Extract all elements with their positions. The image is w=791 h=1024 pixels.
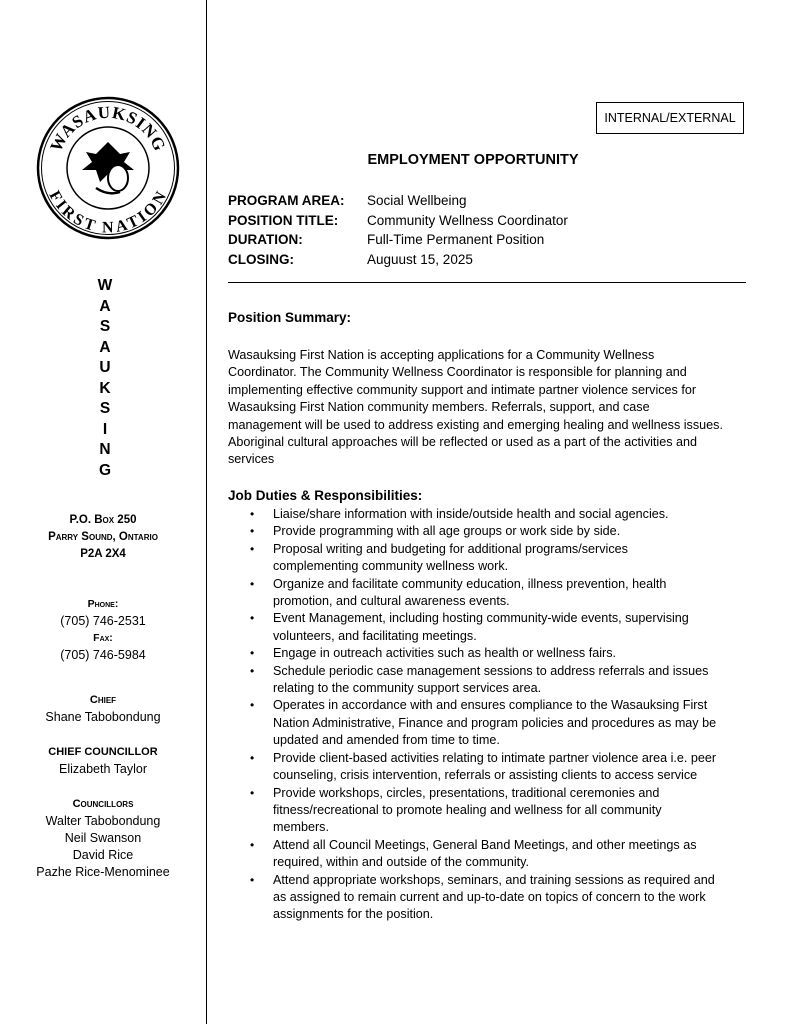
section-divider [228, 282, 746, 283]
meta-label: POSITION TITLE: [228, 212, 339, 228]
wasauksing-seal-logo [36, 96, 180, 240]
duty-item [228, 785, 748, 837]
bullet-icon: • [250, 837, 255, 852]
duty-line: relating to the community support services area. [273, 681, 542, 696]
vertical-letter: W [97, 277, 113, 294]
chief-name: Shane Tabobondung [45, 710, 161, 724]
summary-line: Wasauksing First Nation is accepting applications for a Community Wellness [228, 348, 655, 362]
bullet-icon: • [250, 785, 255, 800]
duty-item [228, 663, 748, 698]
logo-bottom-text: FIRST NATION [45, 188, 171, 237]
job-duties-heading: Job Duties & Responsibilities: [228, 488, 423, 503]
address-line: P2A 2X4 [80, 548, 126, 560]
vertical-letter: K [99, 379, 111, 397]
job-duties-list [228, 506, 748, 924]
meta-label: CLOSING: [228, 251, 294, 267]
chief-councillor-name: Elizabeth Taylor [58, 762, 147, 776]
bullet-icon: • [250, 541, 255, 556]
councillor-name: Pazhe Rice-Menominee [36, 865, 170, 879]
duty-line: Attend appropriate workshops, seminars, and training sessions as required and [273, 872, 715, 887]
duty-line: Provide workshops, circles, presentations, traditional ceremonies and [273, 785, 660, 800]
position-summary-heading: Position Summary: [228, 310, 352, 325]
duty-item [228, 750, 748, 785]
councillor-name: Walter Tabobondung [45, 814, 161, 828]
vertical-letter: G [98, 461, 112, 479]
meta-label: PROGRAM AREA: [228, 193, 345, 208]
vertical-letter: N [99, 441, 111, 458]
vertical-letter: U [99, 359, 111, 376]
duty-line: Operates in accordance with and ensures compliance to the Wasauksing First [273, 698, 708, 713]
meta-row-position-title [228, 211, 568, 231]
meta-value: Community Wellness Coordinator [367, 212, 568, 228]
bullet-icon: • [250, 663, 255, 678]
duty-line: Attend all Council Meetings, General Band Meetings, and other meetings as [273, 837, 697, 852]
chief-councillor-label: CHIEF COUNCILLOR [48, 746, 158, 758]
chief-councillor-block [0, 744, 206, 778]
bullet-icon: • [250, 750, 255, 765]
vertical-letter: A [99, 297, 111, 315]
internal-external-badge: INTERNAL/EXTERNAL [596, 102, 744, 134]
page-title: EMPLOYMENT OPPORTUNITY [367, 152, 579, 168]
councillor-name: David Rice [72, 848, 134, 862]
meta-row-closing [228, 250, 568, 270]
phone-label: Phone: [87, 598, 119, 610]
duty-item [228, 872, 748, 924]
vertical-letter: I [102, 420, 108, 438]
duty-line: Proposal writing and budgeting for additional programs/services [273, 541, 628, 556]
meta-row-duration [228, 230, 568, 250]
duty-item [228, 610, 748, 645]
bullet-icon: • [250, 698, 255, 713]
duty-line: promotion, and cultural awareness events. [273, 594, 510, 609]
bullet-icon: • [250, 507, 255, 521]
meta-value: Auguust 15, 2025 [367, 251, 473, 267]
vertical-community-name [90, 276, 120, 481]
duty-line: Engage in outreach activities such as health or wellness fairs. [273, 646, 617, 661]
mailing-address [0, 512, 206, 563]
duty-line: complementing community wellness work. [273, 559, 509, 574]
position-meta [228, 191, 568, 269]
duty-line: Organize and facilitate community education, illness prevention, health [273, 576, 667, 591]
duty-item [228, 645, 748, 662]
duty-line: fitness/recreational to promote healing and wellness for all community [273, 802, 662, 817]
duty-item [228, 541, 748, 576]
duty-line: counseling, crisis intervention, referrals or assisting clients to access service [273, 768, 698, 783]
duty-line: Provide client-based activities relating to intimate partner violence area i.e. peer [273, 750, 717, 765]
phone-number: (705) 746-2531 [60, 614, 146, 628]
summary-line: Coordinator. The Community Wellness Coordinator is responsible for planning and [228, 365, 687, 380]
bullet-icon: • [250, 576, 255, 591]
logo-top-text: WASAUKSING [46, 102, 170, 155]
summary-line: implementing effective community support and intimate partner violence services for [228, 382, 697, 397]
contact-info [0, 596, 206, 664]
duty-line: required, within and outside of the community. [273, 855, 529, 870]
summary-line: Aboriginal cultural approaches will be reflected or used as a part of the activities and [228, 435, 698, 450]
vertical-letter: S [99, 318, 111, 335]
bullet-icon: • [250, 646, 255, 661]
duty-line: volunteers, and facilitating meetings. [273, 628, 477, 643]
duty-line: Event Management, including hosting community-wide events, supervising [273, 611, 689, 626]
duty-item [228, 523, 748, 540]
duty-line: Liaise/share information with inside/outside health and social agencies. [273, 507, 669, 521]
meta-label: DURATION: [228, 232, 303, 247]
vertical-letter: A [99, 338, 111, 356]
duty-line: assignments for the position. [273, 907, 434, 922]
summary-line: management will be used to address existing and emerging healing and wellness issues. [228, 417, 723, 432]
duty-line: members. [273, 820, 329, 835]
councillor-name: Neil Swanson [64, 831, 142, 845]
fax-label: Fax: [93, 632, 113, 644]
address-line: Parry Sound, Ontario [48, 531, 158, 543]
duty-line: Provide programming with all age groups or work side by side. [273, 524, 621, 539]
councillors-block [0, 796, 206, 881]
duty-item [228, 837, 748, 872]
meta-value: Full-Time Permanent Position [367, 232, 545, 247]
duty-item [228, 576, 748, 611]
position-summary-text [228, 347, 748, 469]
duty-line: as assigned to remain current and up-to-date on topics of concern to the work [273, 889, 706, 904]
councillors-label: Councillors [72, 798, 134, 810]
bullet-icon: • [250, 524, 255, 539]
chief-label: Chief [89, 694, 117, 706]
summary-line: services [228, 452, 275, 467]
duty-line: Nation Administrative, Finance and program policies and procedures as may be [273, 715, 717, 730]
duty-line: Schedule periodic case management sessions to address referrals and issues [273, 663, 709, 678]
duty-item [228, 506, 748, 523]
sidebar [0, 0, 207, 1024]
vertical-letter: S [99, 400, 111, 417]
summary-line: Wasauksing First Nation community members. Referrals, support, and case [228, 400, 650, 415]
meta-row-program-area [228, 191, 568, 211]
chief-block [0, 692, 206, 726]
address-line: P.O. Box 250 [69, 514, 137, 526]
meta-value: Social Wellbeing [367, 193, 467, 208]
bullet-icon: • [250, 611, 255, 626]
bullet-icon: • [250, 872, 255, 887]
duty-item [228, 697, 748, 749]
fax-number: (705) 746-5984 [60, 648, 146, 662]
duty-line: updated and amended from time to time. [273, 733, 500, 748]
